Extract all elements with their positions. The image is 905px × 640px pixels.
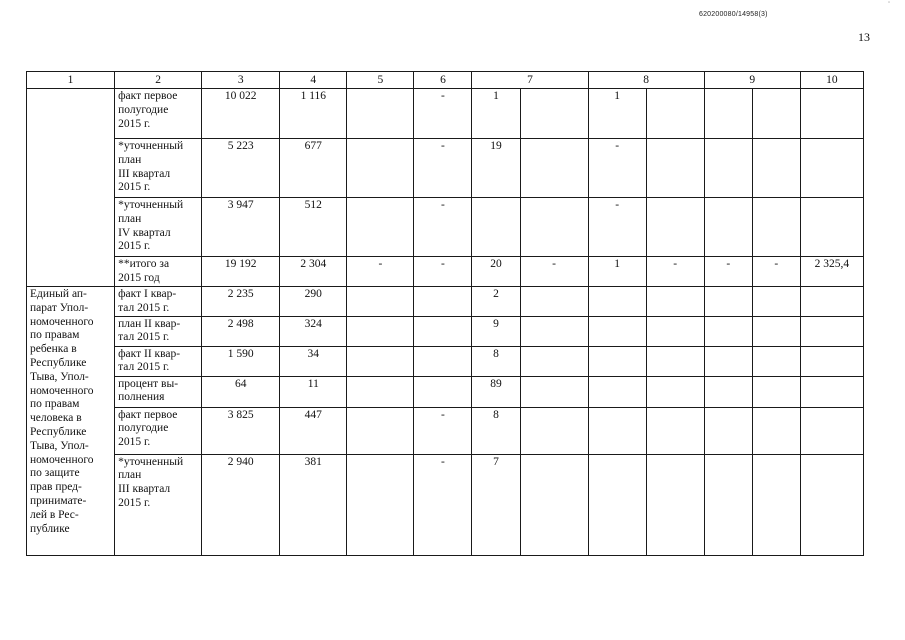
value-cell-c5 xyxy=(347,407,414,454)
value-cell-c3: 3 947 xyxy=(202,198,280,257)
value-cell-c6 xyxy=(414,316,472,346)
organization-line: парат Упол- xyxy=(30,301,89,314)
value-cell-c10 xyxy=(800,287,863,317)
value-cell-c4: 677 xyxy=(280,139,347,198)
period-line: III квартал xyxy=(118,167,171,180)
period-line: 2015 г. xyxy=(118,436,151,449)
value-cell-c9a xyxy=(704,376,752,407)
header-cell: 4 xyxy=(280,72,347,89)
value-cell-c7b xyxy=(520,316,588,346)
period-line: 2015 г. xyxy=(118,117,151,130)
table-row xyxy=(27,89,864,139)
value-cell-c5 xyxy=(347,89,414,139)
value-cell-c9a xyxy=(704,316,752,346)
value-cell-c10 xyxy=(800,139,863,198)
value-cell-c3: 2 235 xyxy=(202,287,280,317)
value-cell-c9a xyxy=(704,89,752,139)
period-line: IV квартал xyxy=(118,226,171,239)
table-row xyxy=(27,198,864,257)
header-cell: 3 xyxy=(202,72,280,89)
value-cell-c6 xyxy=(414,287,472,317)
value-cell-c7a: 89 xyxy=(472,376,520,407)
organization-cell-empty xyxy=(27,89,115,287)
value-cell-c5 xyxy=(347,198,414,257)
period-cell xyxy=(115,454,202,555)
value-cell-c7a: 19 xyxy=(472,139,520,198)
value-cell-c8b xyxy=(646,316,704,346)
value-cell-c10 xyxy=(800,316,863,346)
value-cell-c8a: 1 xyxy=(588,89,646,139)
period-line: план xyxy=(118,153,142,166)
scan-speck: ˇ xyxy=(888,2,890,8)
organization-line: Единый ап- xyxy=(30,288,87,300)
period-line: факт первое xyxy=(118,408,178,421)
period-cell xyxy=(115,257,202,287)
period-line: полугодие xyxy=(118,103,169,116)
organization-line: Республике xyxy=(30,356,87,369)
value-cell-c3: 2 940 xyxy=(202,454,280,555)
value-cell-c6: - xyxy=(414,198,472,257)
organization-line: лей в Рес- xyxy=(30,508,79,521)
value-cell-c6 xyxy=(414,346,472,376)
value-cell-c7b xyxy=(520,287,588,317)
period-cell xyxy=(115,139,202,198)
table-row xyxy=(27,257,864,287)
organization-line: принимате- xyxy=(30,494,87,507)
value-cell-c8b: - xyxy=(646,257,704,287)
organization-line: номоченного xyxy=(30,453,94,466)
period-line: полнения xyxy=(118,391,165,404)
value-cell-c8a: 1 xyxy=(588,257,646,287)
value-cell-c10 xyxy=(800,454,863,555)
value-cell-c6 xyxy=(414,376,472,407)
value-cell-c7a: 1 xyxy=(472,89,520,139)
value-cell-c8b xyxy=(646,454,704,555)
value-cell-c5 xyxy=(347,454,414,555)
value-cell-c6: - xyxy=(414,407,472,454)
value-cell-c3: 2 498 xyxy=(202,316,280,346)
period-line: тал 2015 г. xyxy=(118,361,170,374)
value-cell-c7b xyxy=(520,407,588,454)
organization-line: Тыва, Упол- xyxy=(30,439,89,452)
value-cell-c4: 447 xyxy=(280,407,347,454)
value-cell-c8a xyxy=(588,346,646,376)
value-cell-c6: - xyxy=(414,257,472,287)
header-cell: 6 xyxy=(414,72,472,89)
organization-line: человека в xyxy=(30,412,82,425)
value-cell-c9a xyxy=(704,346,752,376)
value-cell-c4: 1 116 xyxy=(280,89,347,139)
value-cell-c10 xyxy=(800,407,863,454)
value-cell-c3: 1 590 xyxy=(202,346,280,376)
value-cell-c7a: 20 xyxy=(472,257,520,287)
value-cell-c10 xyxy=(800,376,863,407)
value-cell-c7a: 2 xyxy=(472,287,520,317)
value-cell-c6: - xyxy=(414,454,472,555)
value-cell-c7b xyxy=(520,198,588,257)
value-cell-c8a: - xyxy=(588,198,646,257)
value-cell-c8a xyxy=(588,407,646,454)
period-line: процент вы- xyxy=(118,377,179,390)
period-line: тал 2015 г. xyxy=(118,331,170,344)
period-line: тал 2015 г. xyxy=(118,301,170,314)
period-line: 2015 г. xyxy=(118,240,151,253)
value-cell-c8b xyxy=(646,89,704,139)
organization-line: по правам xyxy=(30,398,80,411)
value-cell-c9a xyxy=(704,198,752,257)
value-cell-c5 xyxy=(347,346,414,376)
value-cell-c4: 381 xyxy=(280,454,347,555)
period-line: 2015 г. xyxy=(118,496,151,509)
period-line: факт первое xyxy=(118,90,178,102)
value-cell-c9a xyxy=(704,454,752,555)
value-cell-c7b xyxy=(520,376,588,407)
value-cell-c4: 11 xyxy=(280,376,347,407)
period-line: **итого за xyxy=(118,258,170,270)
organization-line: ребенка в xyxy=(30,343,77,356)
header-cell: 2 xyxy=(115,72,202,89)
value-cell-c4: 290 xyxy=(280,287,347,317)
period-cell xyxy=(115,316,202,346)
value-cell-c7a: 8 xyxy=(472,346,520,376)
table-row xyxy=(27,407,864,454)
value-cell-c10 xyxy=(800,89,863,139)
value-cell-c9a: - xyxy=(704,257,752,287)
value-cell-c9b xyxy=(752,407,800,454)
value-cell-c5 xyxy=(347,287,414,317)
period-line: *уточненный xyxy=(118,455,184,468)
value-cell-c9b xyxy=(752,346,800,376)
organization-line: номоченного xyxy=(30,384,94,397)
organization-line: публике xyxy=(30,522,70,535)
period-line: план xyxy=(118,469,142,482)
value-cell-c10 xyxy=(800,346,863,376)
period-cell xyxy=(115,287,202,317)
value-cell-c7b xyxy=(520,139,588,198)
table-row xyxy=(27,376,864,407)
value-cell-c7a xyxy=(472,198,520,257)
value-cell-c8a xyxy=(588,376,646,407)
period-cell xyxy=(115,198,202,257)
table-row xyxy=(27,316,864,346)
value-cell-c4: 2 304 xyxy=(280,257,347,287)
value-cell-c7a: 8 xyxy=(472,407,520,454)
value-cell-c8a: - xyxy=(588,139,646,198)
value-cell-c10: 2 325,4 xyxy=(800,257,863,287)
organization-line: номоченного xyxy=(30,315,94,328)
value-cell-c8b xyxy=(646,346,704,376)
table-row xyxy=(27,454,864,555)
value-cell-c6: - xyxy=(414,89,472,139)
value-cell-c4: 34 xyxy=(280,346,347,376)
period-cell xyxy=(115,376,202,407)
period-line: III квартал xyxy=(118,483,171,496)
period-line: 2015 г. xyxy=(118,181,151,194)
value-cell-c3: 3 825 xyxy=(202,407,280,454)
header-cell: 5 xyxy=(347,72,414,89)
value-cell-c7b: - xyxy=(520,257,588,287)
value-cell-c3: 64 xyxy=(202,376,280,407)
value-cell-c5: - xyxy=(347,257,414,287)
value-cell-c9b xyxy=(752,198,800,257)
period-cell xyxy=(115,407,202,454)
value-cell-c7b xyxy=(520,346,588,376)
value-cell-c7b xyxy=(520,89,588,139)
period-line: *уточненный xyxy=(118,140,184,152)
value-cell-c8b xyxy=(646,198,704,257)
value-cell-c4: 512 xyxy=(280,198,347,257)
value-cell-c4: 324 xyxy=(280,316,347,346)
header-row xyxy=(27,72,864,89)
value-cell-c9a xyxy=(704,139,752,198)
organization-cell xyxy=(27,287,115,556)
value-cell-c9b xyxy=(752,316,800,346)
page-number: 13 xyxy=(858,30,870,44)
value-cell-c3: 5 223 xyxy=(202,139,280,198)
organization-line: Республике xyxy=(30,425,87,438)
value-cell-c9b xyxy=(752,139,800,198)
value-cell-c8b xyxy=(646,287,704,317)
value-cell-c8b xyxy=(646,139,704,198)
value-cell-c7a: 7 xyxy=(472,454,520,555)
value-cell-c7a: 9 xyxy=(472,316,520,346)
value-cell-c8a xyxy=(588,454,646,555)
value-cell-c5 xyxy=(347,376,414,407)
value-cell-c8b xyxy=(646,407,704,454)
value-cell-c9b xyxy=(752,287,800,317)
period-line: план II квар- xyxy=(118,317,181,330)
table-row xyxy=(27,287,864,317)
report-table xyxy=(26,71,864,556)
header-cell: 1 xyxy=(27,72,115,89)
value-cell-c3: 19 192 xyxy=(202,257,280,287)
table-row xyxy=(27,346,864,376)
period-line: 2015 год xyxy=(118,271,160,284)
value-cell-c5 xyxy=(347,139,414,198)
value-cell-c8a xyxy=(588,287,646,317)
organization-line: Тыва, Упол- xyxy=(30,370,89,383)
table-row xyxy=(27,139,864,198)
organization-line: прав пред- xyxy=(30,481,82,494)
period-cell xyxy=(115,89,202,139)
header-cell: 10 xyxy=(800,72,863,89)
value-cell-c9b xyxy=(752,376,800,407)
value-cell-c9b xyxy=(752,454,800,555)
period-line: *уточненный xyxy=(118,199,184,211)
value-cell-c7b xyxy=(520,454,588,555)
period-line: факт I квар- xyxy=(118,288,177,300)
value-cell-c9b: - xyxy=(752,257,800,287)
document-id: 620200080/14958(3) xyxy=(699,11,768,18)
header-cell: 9 xyxy=(704,72,800,89)
value-cell-c5 xyxy=(347,316,414,346)
value-cell-c9a xyxy=(704,287,752,317)
value-cell-c9a xyxy=(704,407,752,454)
value-cell-c9b xyxy=(752,89,800,139)
period-line: план xyxy=(118,212,142,225)
value-cell-c10 xyxy=(800,198,863,257)
value-cell-c6: - xyxy=(414,139,472,198)
value-cell-c3: 10 022 xyxy=(202,89,280,139)
value-cell-c8b xyxy=(646,376,704,407)
header-cell: 7 xyxy=(472,72,588,89)
period-line: полугодие xyxy=(118,422,169,435)
organization-line: по правам xyxy=(30,329,80,342)
value-cell-c8a xyxy=(588,316,646,346)
period-line: факт II квар- xyxy=(118,347,181,360)
header-cell: 8 xyxy=(588,72,704,89)
period-cell xyxy=(115,346,202,376)
organization-line: по защите xyxy=(30,467,80,480)
